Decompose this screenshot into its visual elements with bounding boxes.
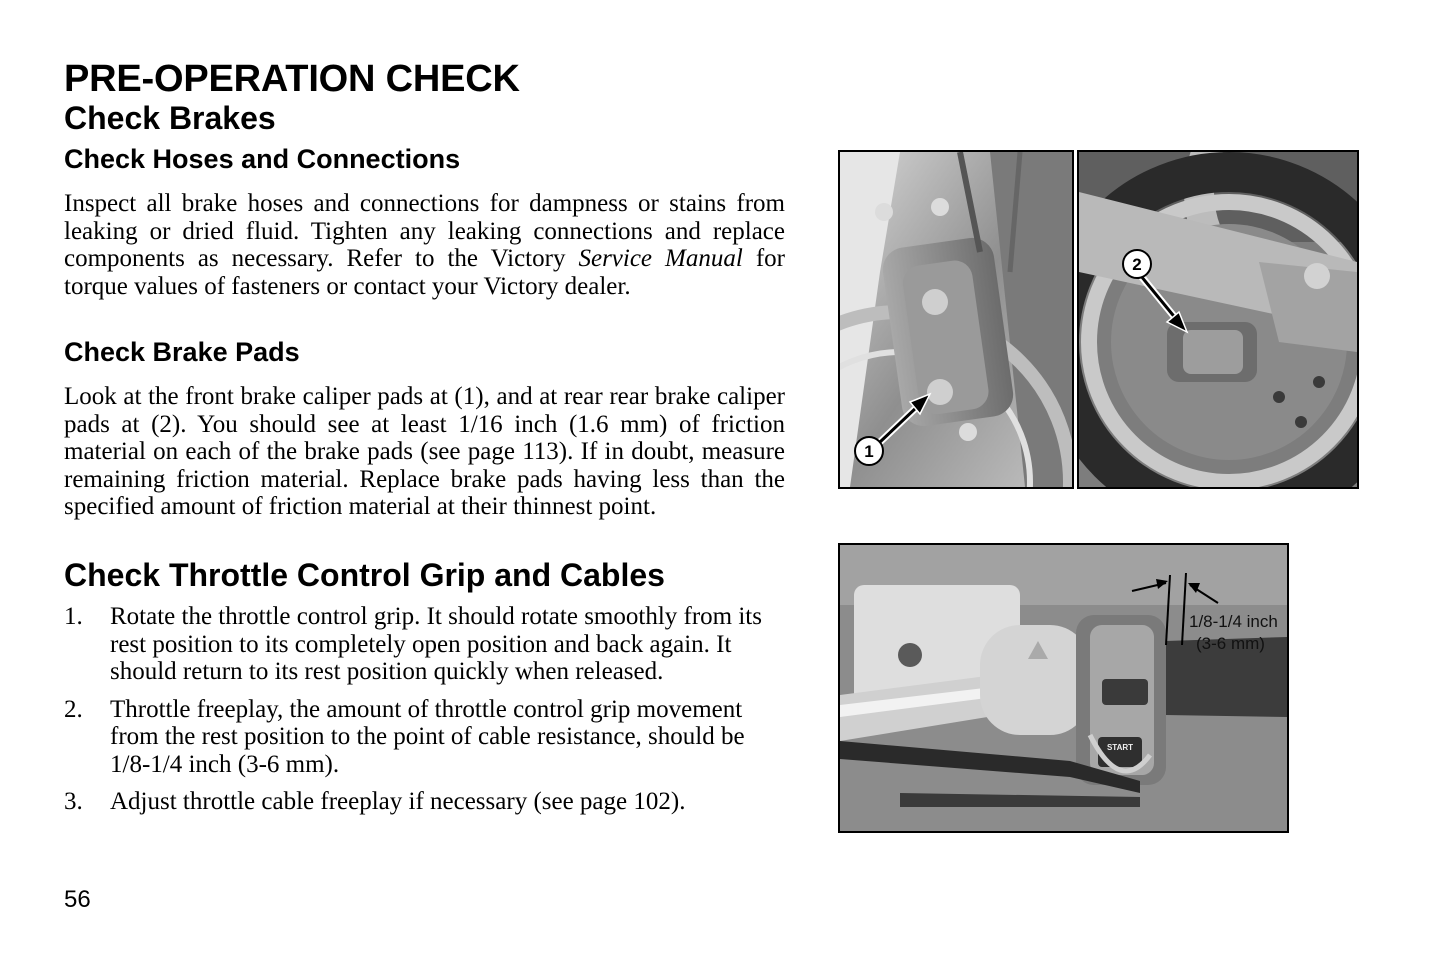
front-brake-illustration (840, 152, 1072, 487)
rear-brake-caliper-photo (1077, 150, 1359, 489)
hoses-text-part-1: Inspect all brake hoses and connections for dampness or stains from leaking or dried fluid. Tighten any leaking connections and replace components as necessary. Refer to the Victory (64, 190, 785, 272)
list-item (64, 696, 785, 779)
start-switch-label: START (1106, 743, 1134, 752)
list-item-number: 1. (64, 603, 83, 630)
callout-label-2: 2 (1132, 255, 1142, 274)
list-item-text: Throttle freeplay, the amount of throttle control grip movement from the rest position to the point of cable resistance, should be 1/8-1/4 inch (3-6 mm). (110, 695, 745, 778)
page-title: PRE-OPERATION CHECK (64, 58, 520, 100)
service-manual-title: Service Manual (578, 245, 743, 272)
list-item (64, 603, 785, 686)
list-item-number: 2. (64, 695, 83, 723)
hoses-text-part-2: for torque values of fasteners or contact your Victory dealer. (64, 245, 785, 300)
freeplay-dimension-mm: (3-6 mm) (1196, 634, 1265, 653)
heading-hoses-connections: Check Hoses and Connections (64, 144, 461, 174)
rear-brake-illustration (1079, 152, 1357, 487)
front-brake-caliper-photo (838, 150, 1074, 489)
throttle-grip-illustration (840, 545, 1287, 831)
heading-brake-pads: Check Brake Pads (64, 337, 300, 367)
throttle-grip-photo (838, 543, 1289, 833)
list-item-text: Adjust throttle cable freeplay if necessary (see page 102). (110, 788, 686, 815)
section-title-check-brakes: Check Brakes (64, 100, 276, 136)
freeplay-dimension-inches: 1/8-1/4 inch (1189, 612, 1278, 631)
throttle-steps-list (64, 603, 785, 826)
heading-throttle: Check Throttle Control Grip and Cables (64, 557, 665, 593)
page-number: 56 (64, 886, 91, 913)
paragraph-brake-pads: Look at the front brake caliper pads at (1), and at rear rear brake caliper pads at (2). You should see at least 1/16 inch (1.6 mm) of friction material on each of the brake pads (see page 113). If in doubt, measure remaining friction material. Replace brake pads having less than the specified amount of friction material at their thinnest point. (64, 383, 785, 520)
list-item-number: 3. (64, 788, 83, 815)
paragraph-hoses (64, 190, 785, 300)
list-item (64, 788, 785, 816)
list-item-text: Rotate the throttle control grip. It should rotate smoothly from its rest position to its completely open position and back again. It should return to its rest position quickly when released. (110, 603, 762, 685)
callout-label-1: 1 (864, 442, 874, 461)
